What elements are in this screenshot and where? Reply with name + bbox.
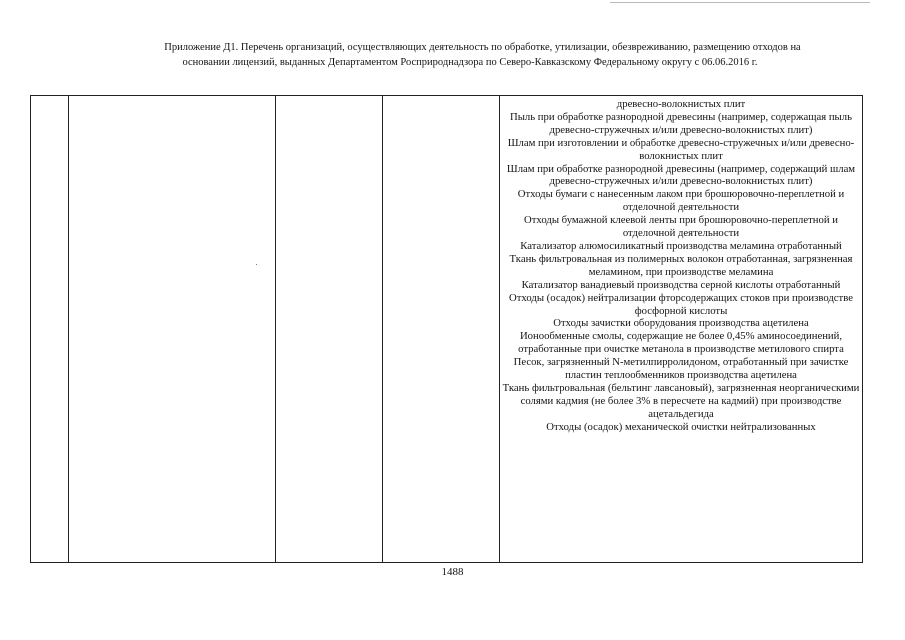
header-line-2: основании лицензий, выданных Департаментом Росприроднадзора по Северо-Кавказскому Федеральному округу с 06.06.2016 г.	[182, 57, 758, 68]
waste-item: Отходы (осадок) механической очистки нейтрализованных	[546, 420, 816, 433]
waste-item: Шлам при обработке разнородной древесины (например, содержащий шлам древесно-стружечных и/или древесно-волокнистых плит)	[506, 162, 856, 188]
license-cell	[276, 96, 383, 563]
scan-mark	[610, 2, 870, 3]
waste-item: Ионообменные смолы, содержащие не более 0,45% аминосоединений, отработанные при очистке метанола в производстве метилового спирта	[518, 330, 844, 356]
organization-cell	[69, 96, 276, 563]
waste-item: Шлам при изготовлении и обработке древесно-стружечных и/или древесно-волокнистых плит	[507, 136, 855, 162]
document-header	[0, 40, 905, 70]
waste-item: Отходы бумажной клеевой ленты при брошюровочно-переплетной и отделочной деятельности	[524, 214, 838, 240]
waste-item: Отходы зачистки оборудования производства ацетилена	[553, 317, 809, 330]
page-number: 1488	[441, 566, 464, 578]
waste-item: древесно-волокнистых плит	[616, 98, 746, 110]
license-date-cell	[383, 96, 500, 563]
waste-item: Ткань фильтровальная из полимерных волокон отработанная, загрязненная меламином, при производстве меламина	[509, 252, 853, 278]
waste-item: Песок, загрязненный N-метилпирролидоном, отработанный при зачистке пластин теплообменников производства ацетилена	[513, 356, 849, 382]
waste-item: Пыль при обработке разнородной древесины (например, содержащая пыль древесно-стружечных и/или древесно-волокнистых плит)	[510, 110, 852, 136]
waste-item: Отходы бумаги с нанесенным лаком при брошюровочно-переплетной и отделочной деятельности	[517, 188, 845, 214]
waste-list-cell	[500, 96, 863, 563]
waste-item: Ткань фильтровальная (бельтинг лавсановый), загрязненная неорганическими солями кадмия (не более 3% в пересчете на кадмий) при производстве ацетальдегида	[502, 381, 860, 420]
scan-speck	[256, 264, 257, 265]
waste-item: Катализатор ванадиевый производства серной кислоты отработанный	[521, 278, 841, 291]
waste-item: Отходы (осадок) нейтрализации фторсодержащих стоков при производстве фосфорной кислоты	[509, 291, 853, 317]
waste-item: Катализатор алюмосиликатный производства меламина отработанный	[520, 239, 842, 252]
organizations-table	[30, 95, 863, 563]
table-row	[31, 96, 863, 563]
number-cell	[31, 96, 69, 563]
header-line-1: Приложение Д1. Перечень организаций, осуществляющих деятельность по обработке, утилизации, обезвреживанию, размещению отходов на	[164, 42, 801, 53]
